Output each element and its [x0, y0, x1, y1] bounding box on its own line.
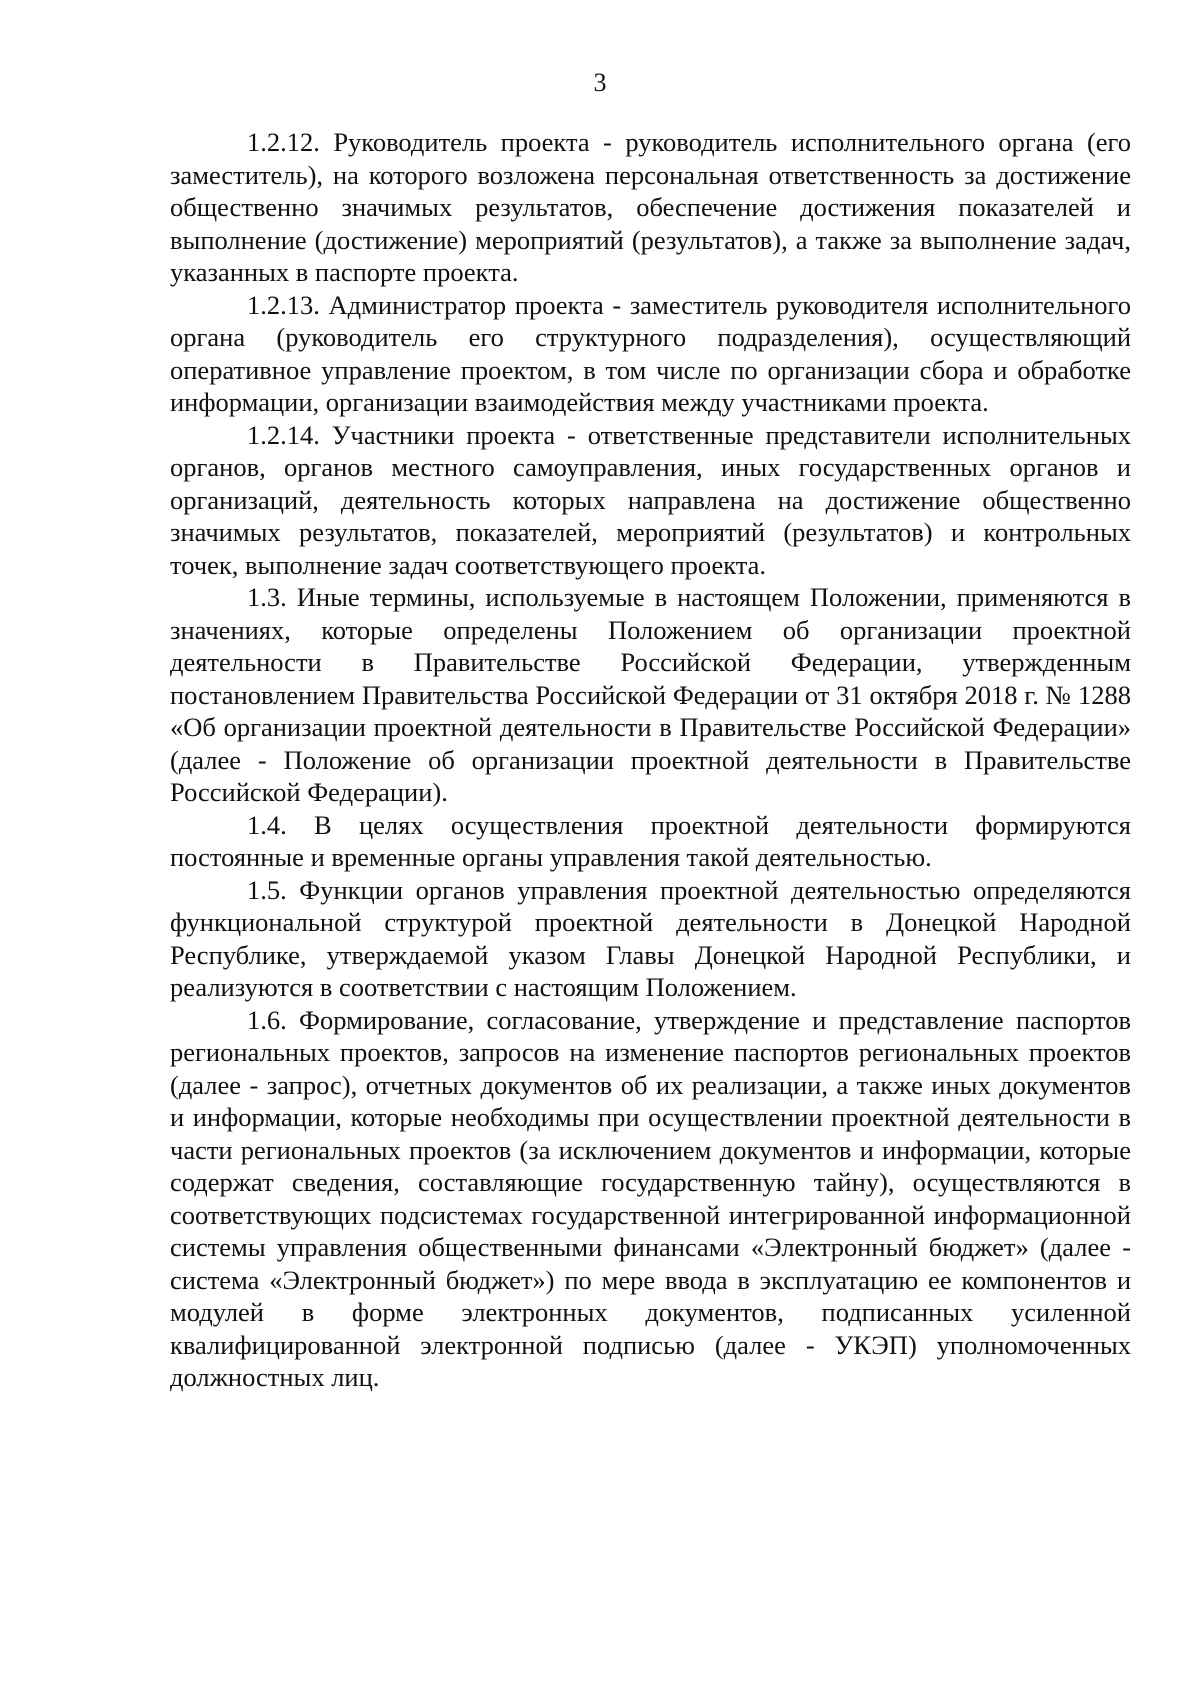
paragraph-1-5: 1.5. Функции органов управления проектной деятельностью определяются функциональной структурой проектной деятельности в Донецкой Народной Республике, утверждаемой указом Главы Донецкой Народной Республики, и реализуются в соответствии с настоящим Положением.: [170, 874, 1131, 1002]
paragraph-1-2-14: 1.2.14. Участники проекта - ответственные представители исполнительных органов, органов местного самоуправления, иных государственных органов и организаций, деятельность которых направлена на достижение общественно значимых результатов, показателей, мероприятий (результатов) и контрольных точек, выполнение задач соответствующего проекта.: [170, 419, 1131, 580]
paragraph-1-6: 1.6. Формирование, согласование, утверждение и представление паспортов региональных проектов, запросов на изменение паспортов региональных проектов (далее - запрос), отчетных документов об их реализации, а также иных документов и информации, которые необходимы при осуществлении проектной деятельности в части региональных проектов (за исключением документов и информации, которые содержат сведения, составляющие государственную тайну), осуществляются в соответствующих подсистемах государственной интегрированной информационной системы управления общественными финансами «Электронный бюджет» (далее - система «Электронный бюджет») по мере ввода в эксплуатацию ее компонентов и модулей в форме электронных документов, подписанных усиленной квалифицированной электронной подписью (далее - УКЭП) уполномоченных должностных лиц.: [170, 1004, 1131, 1392]
paragraph-1-4: 1.4. В целях осуществления проектной деятельности формируются постоянные и временные органы управления такой деятельностью.: [170, 809, 1131, 872]
paragraph-1-2-13: 1.2.13. Администратор проекта - заместитель руководителя исполнительного органа (руководитель его структурного подразделения), осуществляющий оперативное управление проектом, в том числе по организации сбора и обработке информации, организации взаимодействия между участниками проекта.: [170, 289, 1131, 417]
page-number: 3: [593, 68, 607, 97]
paragraph-1-2-12: 1.2.12. Руководитель проекта - руководитель исполнительного органа (его заместитель), на которого возложена персональная ответственность за достижение общественно значимых результатов, обеспечение достижения показателей и выполнение (достижение) мероприятий (результатов), а также за выполнение задач, указанных в паспорте проекта.: [170, 127, 1131, 287]
document-body: [170, 126, 1131, 1394]
paragraph-1-3: 1.3. Иные термины, используемые в настоящем Положении, применяются в значениях, которые определены Положением об организации проектной деятельности в Правительстве Российской Федерации, утвержденным постановлением Правительства Российской Федерации от 31 октября 2018 г. № 1288 «Об организации проектной деятельности в Правительстве Российской Федерации» (далее - Положение об организации проектной деятельности в Правительстве Российской Федерации).: [170, 582, 1131, 807]
